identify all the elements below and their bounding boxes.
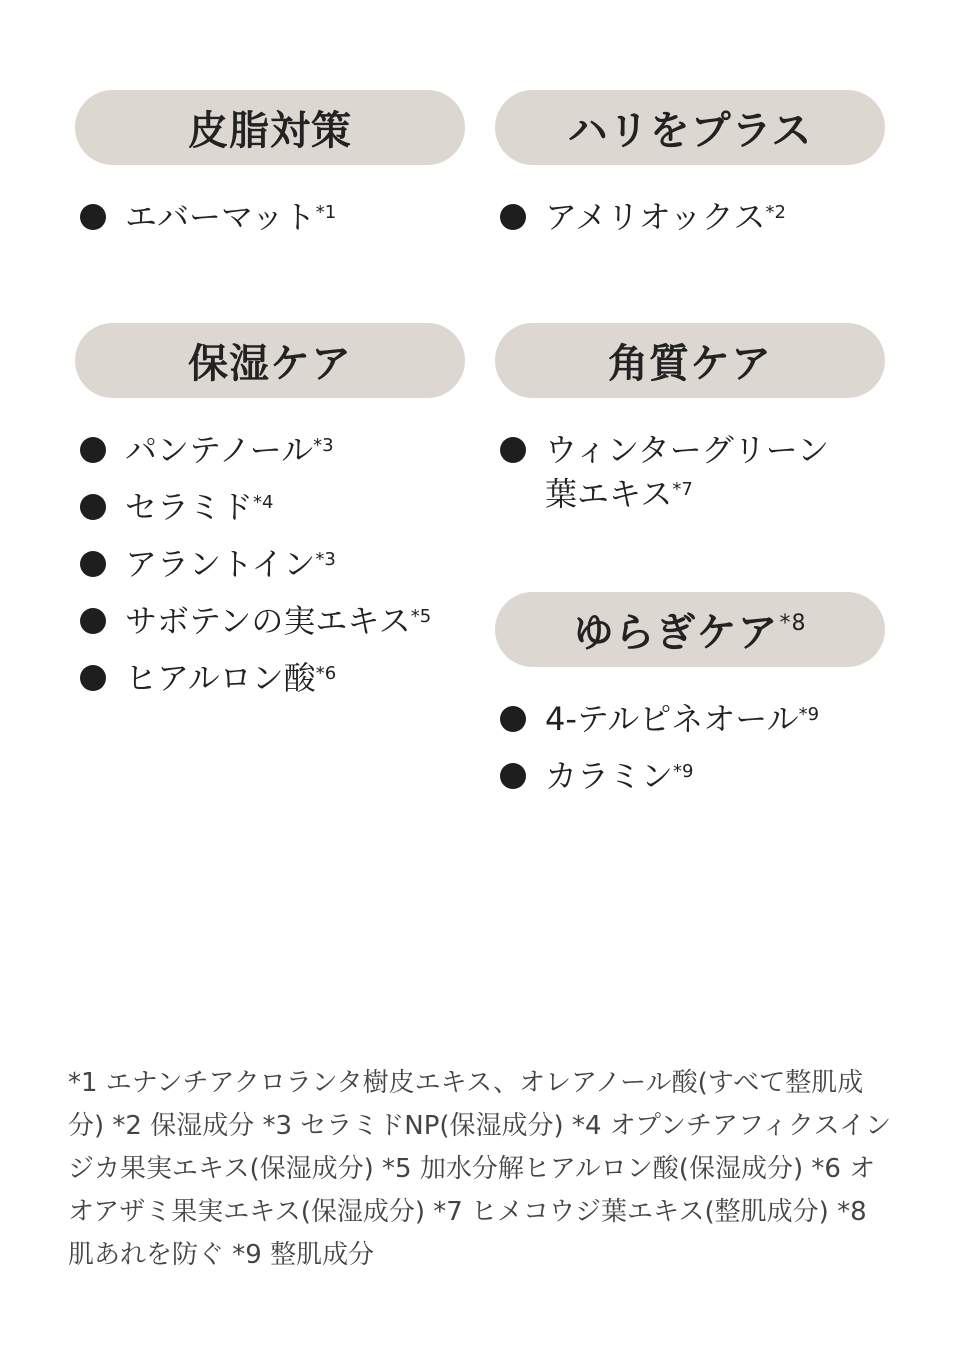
bullet-icon <box>80 608 106 634</box>
ingredient-item <box>495 697 885 741</box>
ingredient-item <box>75 428 465 472</box>
ingredient-label: エバーマット <box>125 198 316 236</box>
footnote-marker: *5 <box>410 606 432 627</box>
ingredient-label: セラミド <box>125 488 254 526</box>
ingredient-item <box>75 599 465 643</box>
bullet-icon <box>500 204 526 230</box>
footnote-marker: *7 <box>672 479 693 500</box>
bullet-icon <box>80 665 106 691</box>
bullet-icon <box>80 437 106 463</box>
footnote-marker: *2 <box>765 202 786 223</box>
ingredient-list <box>495 697 885 798</box>
ingredient-label: 4-テルピネオール <box>545 700 799 738</box>
bullet-icon <box>80 204 106 230</box>
ingredient-label: アメリオックス <box>545 198 766 236</box>
section-title <box>75 90 465 165</box>
ingredient-label: カラミン <box>545 757 674 795</box>
ingredient-list <box>75 195 465 239</box>
footnote-marker: *9 <box>673 761 694 782</box>
ingredient-item <box>495 428 835 516</box>
section-moisture-care <box>75 323 465 700</box>
footnote-marker: *3 <box>315 549 336 570</box>
section-title <box>75 323 465 398</box>
ingredient-item <box>495 195 885 239</box>
ingredient-label: アラントイン <box>125 545 316 583</box>
ingredient-label: サボテンの実エキス <box>125 602 411 640</box>
section-title-text: ハリをプラス <box>567 108 813 154</box>
ingredient-item <box>75 195 465 239</box>
bullet-icon <box>500 763 526 789</box>
section-firmness <box>495 90 885 239</box>
footnote-marker: *6 <box>315 663 337 684</box>
bullet-icon <box>80 494 106 520</box>
section-sebum-care <box>75 90 465 239</box>
section-title-text: 角質ケア <box>608 341 772 387</box>
bullet-icon <box>500 437 526 463</box>
footnote-marker: *4 <box>253 492 274 513</box>
bullet-icon <box>80 551 106 577</box>
section-sensitive-care <box>495 592 885 798</box>
section-exfoliation-care <box>495 323 885 516</box>
section-title <box>495 323 885 398</box>
ingredient-label: パンテノール <box>125 431 314 469</box>
section-title-text: 皮脂対策 <box>188 108 352 154</box>
section-title <box>495 90 885 165</box>
footnote-marker: *9 <box>798 704 820 725</box>
footnote-marker: *3 <box>313 435 334 456</box>
ingredient-item <box>495 754 885 798</box>
ingredient-label: ヒアルロン酸 <box>125 659 316 697</box>
ingredient-item <box>75 656 465 700</box>
ingredient-label: ウィンターグリーン葉エキス <box>545 431 830 513</box>
ingredient-item <box>75 485 465 529</box>
ingredient-list <box>495 428 885 516</box>
footnotes-text: *1 エナンチアクロランタ樹皮エキス、オレアノール酸(すべて整肌成分) *2 保湿成分 *3 セラミドNP(保湿成分) *4 オプンチアフィクスインジカ果実エキス(保湿成分) *5 加水分解ヒアルロン酸(保湿成分) *6 オオアザミ果実エキス(保湿成分) *7 ヒメコウジ葉エキス(整肌成分) *8 肌あれを防ぐ *9 整肌成分 <box>68 1068 892 1270</box>
bullet-icon <box>500 706 526 732</box>
section-title-text: 保湿ケア <box>188 341 352 387</box>
ingredient-list <box>495 195 885 239</box>
section-title <box>495 592 885 667</box>
ingredient-list <box>75 428 465 700</box>
ingredient-item <box>75 542 465 586</box>
section-title-text: ゆらぎケア <box>573 610 779 656</box>
section-title-note: *8 <box>779 611 807 636</box>
footnote-marker: *1 <box>315 202 337 223</box>
